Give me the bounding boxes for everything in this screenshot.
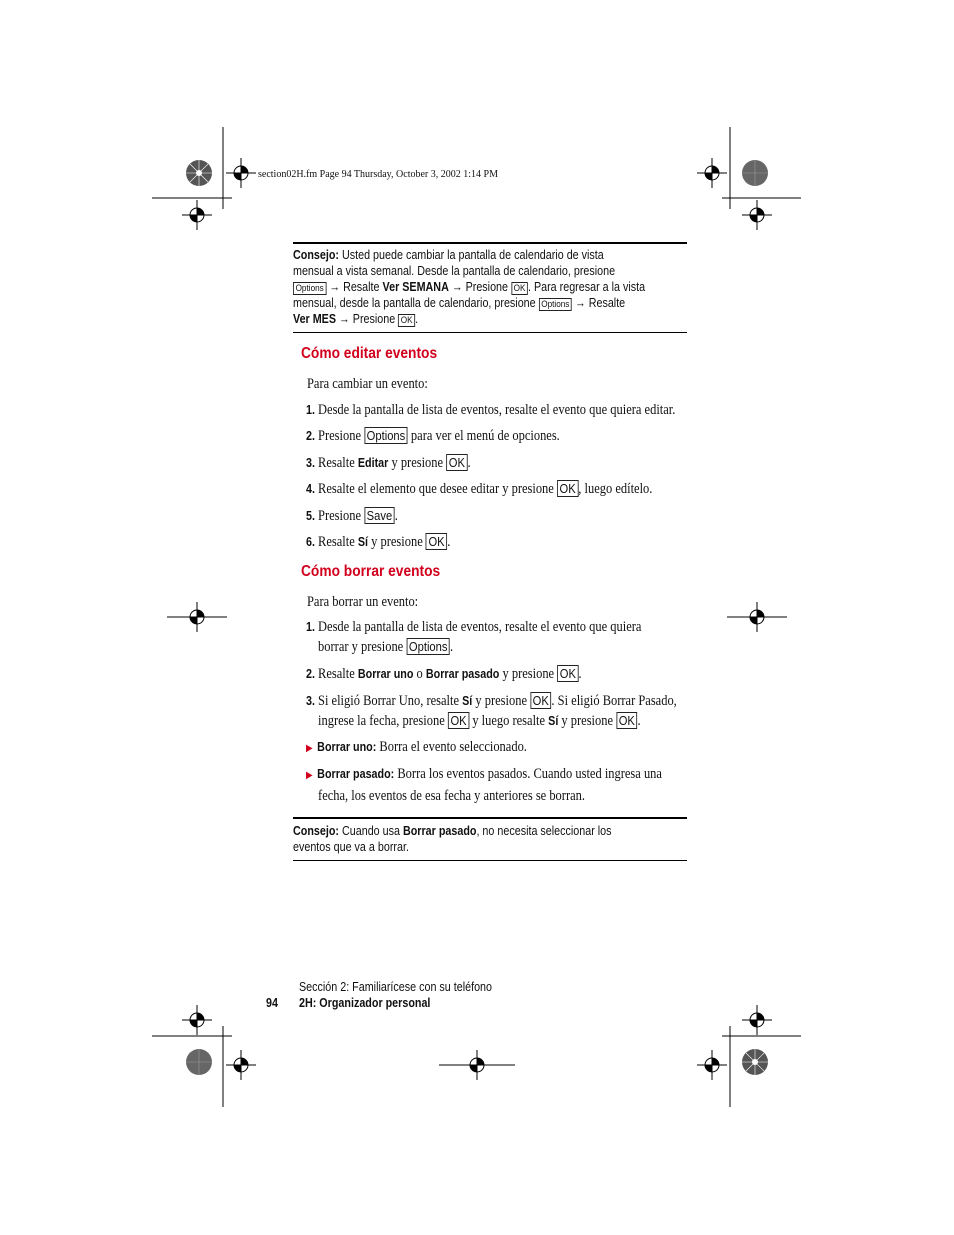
bullet-text: fecha, los eventos de esa fecha y anteriores se borran.: [318, 788, 585, 804]
tip-text: mensual, desde la pantalla de calendario, presione: [293, 296, 536, 310]
step-text: . Si eligió Borrar Pasado,: [551, 693, 677, 709]
step-text: Resalte: [318, 455, 355, 471]
registration-mark-icon: [226, 158, 256, 188]
tip-line-3: [293, 279, 645, 295]
tip-text: . Para regresar a la vista: [527, 280, 646, 294]
registration-mark-icon: [182, 200, 212, 230]
tip-bottom-rule: [293, 332, 687, 333]
tip-text: .: [415, 312, 419, 326]
registration-mark-icon: [226, 1050, 256, 1080]
arrow-icon: →: [451, 280, 463, 294]
step-number: 2.: [306, 667, 315, 681]
step-number: 5.: [306, 509, 315, 523]
step-text: Si eligió Borrar Uno, resalte: [318, 693, 459, 709]
tip-label: Consejo:: [293, 248, 339, 262]
bullet-label: Borrar pasado:: [317, 767, 395, 781]
registration-mark-icon: [697, 1050, 727, 1080]
slug-line: section02H.fm Page 94 Thursday, October 3, 2002 1:14 PM: [258, 169, 498, 180]
step-delete-3: 3. Si eligió Borrar Uno, resalte Sí y presione OK . Si eligió Borrar Pasado, ingrese la fecha, presione OK y luego resalte Sí y presione OK .: [306, 693, 677, 729]
step-edit-2: [306, 426, 560, 446]
arrow-icon: →: [574, 296, 586, 310]
registration-mark-icon: [182, 1005, 212, 1035]
step-text: y presione: [391, 455, 444, 471]
registration-mark-icon: [697, 158, 727, 188]
arrow-icon: →: [339, 312, 350, 326]
tip-box-2: [293, 823, 612, 855]
tip-box-1: [293, 247, 645, 327]
color-wheel-icon: [741, 1048, 769, 1076]
step-text: Resalte el elemento que desee editar y presione: [318, 481, 554, 497]
bullet-text: Borra el evento seleccionado.: [379, 739, 527, 755]
ok-key: OK: [446, 454, 467, 471]
step-edit-4: [306, 479, 652, 499]
registration-mark-icon: [742, 1005, 772, 1035]
intro-borrar: Para borrar un evento:: [307, 594, 419, 610]
step-text: Desde la pantalla de lista de eventos, resalte el evento que quiera editar.: [318, 402, 676, 418]
ok-key: OK: [511, 282, 528, 295]
step-text: borrar y presione: [318, 639, 404, 655]
editar-label: Editar: [357, 456, 389, 470]
step-text: Resalte: [318, 534, 355, 550]
tip-line-5: [293, 311, 645, 327]
color-wheel-icon: [741, 159, 769, 187]
section-heading-borrar: Cómo borrar eventos: [301, 563, 441, 580]
bullet-triangle-icon: ▶: [306, 743, 313, 754]
borrar-pasado-label: Borrar pasado: [402, 824, 477, 838]
tip-bottom-rule: [293, 860, 687, 861]
ok-key: OK: [426, 533, 447, 550]
bullet-borrar-pasado: [306, 764, 662, 806]
registration-mark-icon: [167, 602, 227, 632]
options-key: Options: [293, 282, 326, 295]
borrar-uno-label: Borrar uno: [357, 667, 414, 681]
step-edit-5: 5. Presione Save .: [306, 508, 398, 524]
ok-key: OK: [616, 712, 637, 729]
step-number: 1.: [306, 620, 315, 634]
step-edit-3: 3. Resalte Editar y presione OK .: [306, 455, 471, 471]
ok-key: OK: [557, 665, 578, 682]
step-text: y presione: [475, 693, 527, 709]
step-delete-1: 1. Desde la pantalla de lista de eventos, resalte el evento que quiera borrar y presione Options .: [306, 619, 642, 655]
ver-semana-label: Ver SEMANA: [382, 280, 449, 294]
step-text: y presione: [371, 534, 423, 550]
step-text: Desde la pantalla de lista de eventos, resalte el evento que quiera: [318, 619, 642, 635]
footer-chapter: 2H: Organizador personal: [299, 996, 431, 1010]
bullet-borrar-uno: [306, 737, 527, 759]
section-heading-editar: Cómo editar eventos: [301, 345, 438, 362]
step-number: 6.: [306, 535, 315, 549]
bullet-triangle-icon: ▶: [306, 770, 313, 781]
tip-line-4: [293, 295, 645, 311]
si-label: Sí: [548, 714, 559, 728]
si-label: Sí: [357, 535, 369, 549]
step-number: 1.: [306, 403, 315, 417]
options-key: Options: [364, 427, 408, 444]
bullet-label: Borrar uno:: [317, 740, 377, 754]
registration-mark-icon: [439, 1050, 515, 1080]
ok-key: OK: [448, 712, 469, 729]
step-number: 4.: [306, 482, 315, 496]
tip-top-rule: [293, 242, 687, 244]
ok-key: OK: [530, 692, 551, 709]
tip-text: Cuando usa: [341, 824, 400, 838]
step-text: Resalte: [318, 666, 355, 682]
ver-mes-label: Ver MES: [293, 312, 337, 326]
step-text: o: [416, 666, 423, 682]
tip-text: Presione: [352, 312, 396, 326]
step-text: y luego resalte: [472, 713, 546, 729]
save-key: Save: [364, 507, 395, 524]
tip-text: Resalte: [343, 280, 380, 294]
step-number: 3.: [306, 456, 315, 470]
tip-top-rule: [293, 817, 687, 819]
tip-text: , no necesita seleccionar los: [476, 824, 612, 838]
step-edit-1: [306, 400, 675, 420]
step-text: Presione: [318, 508, 361, 524]
tip-text: Resalte: [588, 296, 626, 310]
ok-key: OK: [398, 314, 415, 327]
step-text: , luego edítelo.: [578, 481, 653, 497]
color-wheel-icon: [185, 1048, 213, 1076]
step-text: y presione: [561, 713, 614, 729]
step-text: para ver el menú de opciones.: [410, 428, 560, 444]
footer-section: Sección 2: Familiarícese con su teléfono: [299, 980, 493, 994]
options-key: Options: [539, 298, 572, 311]
si-label: Sí: [462, 694, 473, 708]
step-number: 3.: [306, 694, 315, 708]
step-text: ingrese la fecha, presione: [318, 713, 445, 729]
options-key: Options: [406, 638, 450, 655]
color-wheel-icon: [185, 159, 213, 187]
ok-key: OK: [557, 480, 578, 497]
tip-text: Presione: [465, 280, 509, 294]
intro-editar: Para cambiar un evento:: [307, 376, 428, 392]
tip-text: Usted puede cambiar la pantalla de calendario de vista: [341, 248, 604, 262]
step-edit-6: 6. Resalte Sí y presione OK .: [306, 534, 451, 550]
tip-line-2: mensual a vista semanal. Desde la pantalla de calendario, presione: [293, 264, 616, 278]
borrar-pasado-label: Borrar pasado: [425, 667, 500, 681]
arrow-icon: →: [329, 280, 341, 294]
tip-label: Consejo:: [293, 824, 339, 838]
registration-mark-icon: [742, 200, 772, 230]
step-delete-2: 2. Resalte Borrar uno o Borrar pasado y presione OK .: [306, 666, 582, 682]
step-text: Presione: [318, 428, 361, 444]
registration-mark-icon: [727, 602, 787, 632]
page-number: 94: [266, 996, 278, 1010]
bullet-text: Borra los eventos pasados. Cuando usted ingresa una: [397, 766, 662, 782]
step-number: 2.: [306, 429, 315, 443]
tip-text: eventos que va a borrar.: [293, 840, 409, 854]
tip-line-1: [293, 247, 645, 263]
step-text: y presione: [502, 666, 555, 682]
